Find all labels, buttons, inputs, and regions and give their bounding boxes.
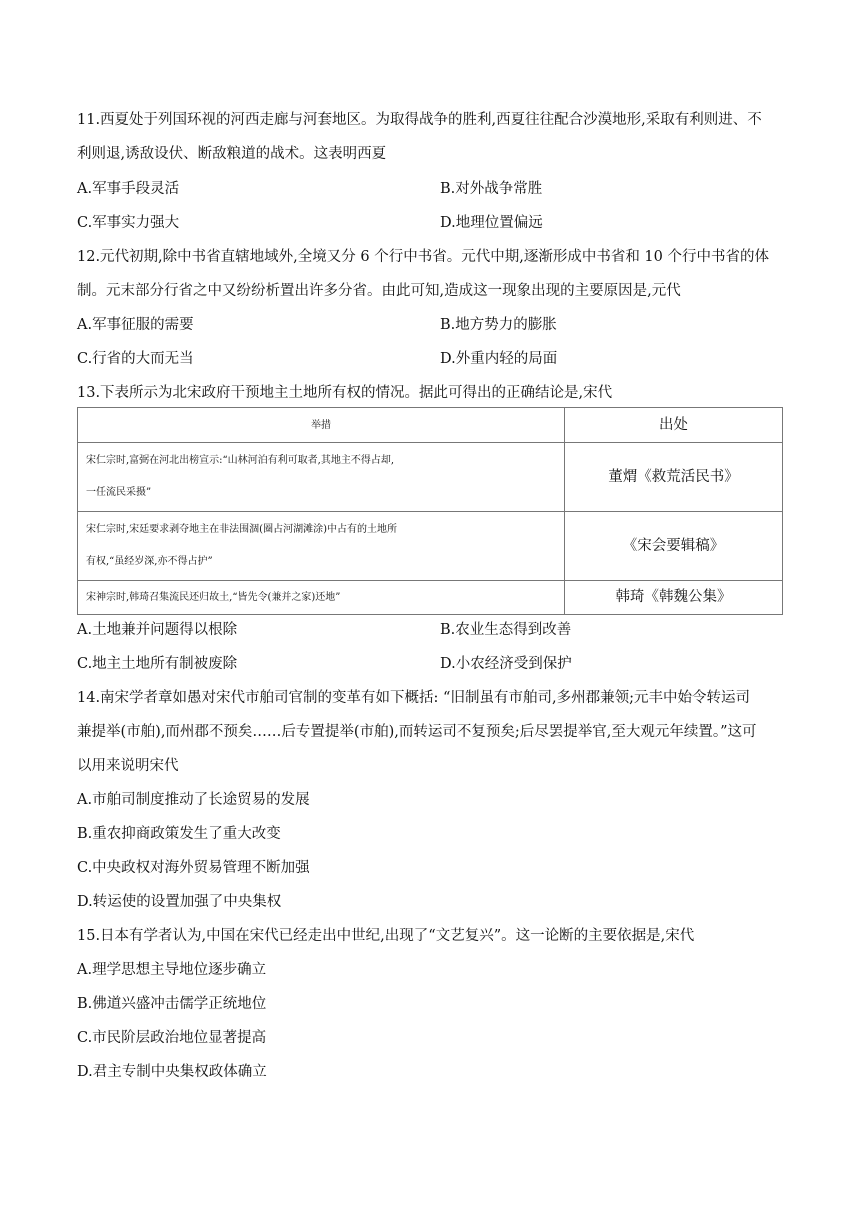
- q15-stem: 15.日本有学者认为,中国在宋代已经走出中世纪,出现了“文艺复兴”。这一论断的主要依据是,宋代: [77, 928, 695, 944]
- table-row: [78, 443, 783, 512]
- q12-option-b: B.地方势力的膨胀: [440, 317, 557, 333]
- q13-table: [77, 407, 783, 615]
- q13-option-a: A.土地兼并问题得以根除: [77, 622, 238, 638]
- q12-option-c: C.行省的大而无当: [77, 351, 194, 367]
- table-row: [78, 581, 783, 615]
- measure-line: 一任流民采摄”: [86, 487, 152, 498]
- q13-stem: 13.下表所示为北宋政府干预地主土地所有权的情况。据此可得出的正确结论是,宋代: [77, 385, 613, 401]
- measure-line: 宋仁宗时,富弼在河北出榜宣示:“山林河泊有利可取者,其地主不得占却,: [86, 455, 395, 466]
- q14-option-d: D.转运使的设置加强了中央集权: [77, 894, 282, 910]
- q11-option-c: C.军事实力强大: [77, 215, 180, 231]
- table-header-source: 出处: [565, 408, 783, 443]
- measure-line: 有权,“虽经岁深,亦不得占护”: [86, 556, 213, 567]
- q14-option-a: A.市舶司制度推动了长途贸易的发展: [77, 792, 310, 808]
- q14-option-b: B.重农抑商政策发生了重大改变: [77, 826, 281, 842]
- q11-option-d: D.地理位置偏远: [440, 215, 543, 231]
- q14-stem-line3: 以用来说明宋代: [77, 758, 179, 774]
- table-cell-source: 韩琦《韩魏公集》: [565, 581, 783, 615]
- q13-option-b: B.农业生态得到改善: [440, 622, 572, 638]
- q15-option-b: B.佛道兴盛冲击儒学正统地位: [77, 996, 267, 1012]
- q13-option-c: C.地主土地所有制被废除: [77, 656, 238, 672]
- q14-stem-line1: 14.南宋学者章如愚对宋代市舶司官制的变革有如下概括: “旧制虽有市舶司,多州郡兼领;元丰中始令转运司: [77, 690, 750, 706]
- q12-stem-line1: 12.元代初期,除中书省直辖地域外,全境又分 6 个行中书省。元代中期,逐渐形成中书省和 10 个行中书省的体: [77, 249, 769, 265]
- table-cell-measure: [78, 443, 565, 512]
- q13-option-d: D.小农经济受到保护: [440, 656, 572, 672]
- q12-stem-line2: 制。元末部分行省之中又纷纷析置出许多分省。由此可知,造成这一现象出现的主要原因是,元代: [77, 283, 681, 299]
- table-header-measure: 举措: [78, 408, 565, 443]
- table-row: [78, 512, 783, 581]
- table-header-row: [78, 408, 783, 443]
- table-cell-source: 《宋会要辑稿》: [565, 512, 783, 581]
- q14-option-c: C.中央政权对海外贸易管理不断加强: [77, 860, 310, 876]
- q15-option-d: D.君主专制中央集权政体确立: [77, 1064, 267, 1080]
- q15-option-a: A.理学思想主导地位逐步确立: [77, 962, 267, 978]
- q12-option-d: D.外重内轻的局面: [440, 351, 558, 367]
- table-cell-source: 董煟《救荒活民书》: [565, 443, 783, 512]
- q11-stem-line1: 11.西夏处于列国环视的河西走廊与河套地区。为取得战争的胜利,西夏往往配合沙漠地形,采取有利则进、不: [77, 112, 762, 128]
- q11-option-b: B.对外战争常胜: [440, 181, 543, 197]
- q11-stem-line2: 利则退,诱敌设伏、断敌粮道的战术。这表明西夏: [77, 146, 387, 162]
- q12-option-a: A.军事征服的需要: [77, 317, 194, 333]
- table-cell-measure: 宋神宗时,韩琦召集流民还归故土,“皆先令(兼并之家)还地”: [78, 581, 565, 615]
- measure-line: 宋仁宗时,宋廷要求剥夺地主在非法围涸(圈占河湖滩涂)中占有的土地所: [86, 524, 397, 535]
- q11-option-a: A.军事手段灵活: [77, 181, 180, 197]
- q14-stem-line2: 兼提举(市舶),而州郡不预矣……后专置提举(市舶),而转运司不复预矣;后尽罢提举官,至大观元年续置。”这可: [77, 724, 757, 740]
- q15-option-c: C.市民阶层政治地位显著提高: [77, 1030, 267, 1046]
- table-cell-measure: [78, 512, 565, 581]
